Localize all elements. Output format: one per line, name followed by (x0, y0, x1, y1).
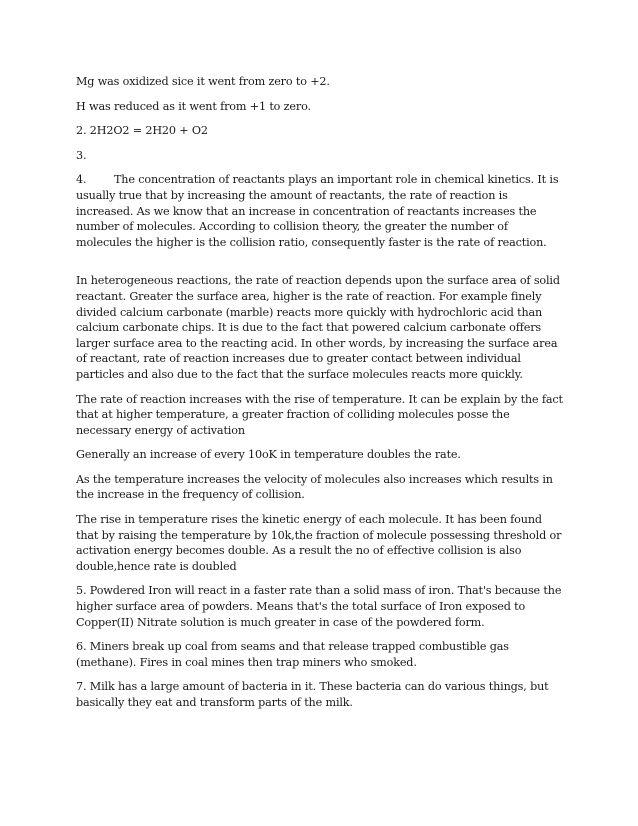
document-page (76, 74, 566, 720)
answer-4-concentration (76, 172, 566, 250)
surface-area-paragraph: In heterogeneous reactions, the rate of reaction depends upon the surface area of solid reactant. Greater the surface area, higher is the rate of reaction. For example finely divided calcium carbonate (marble) reacts more quickly with hydrochloric acid than calcium carbonate chips. It is due to the fact that powered calcium carbonate offers larger surface area to the reacting acid. In other words, by increasing the surface area of reactant, rate of reaction increases due to greater contact between individual particles and also due to the fact that the surface molecules reacts more quickly. (76, 274, 560, 381)
oxidation-statement: Mg was oxidized sice it went from zero to +2. (76, 75, 330, 88)
kinetic-energy-paragraph: The rise in temperature rises the kinetic energy of each molecule. It has been found that by raising the temperature by 10k,the fraction of molecule possessing threshold or activation energy becomes double. As a result the no of effective collision is also double,hence rate is doubled (76, 513, 562, 573)
answer-7-milk: 7. Milk has a large amount of bacteria in it. These bacteria can do various things, but basically they eat and transform parts of the milk. (76, 680, 549, 709)
answer-6-miners: 6. Miners break up coal from seams and that release trapped combustible gas (methane). Fires in coal mines then trap miners who smoked. (76, 640, 509, 669)
velocity-paragraph: As the temperature increases the velocity of molecules also increases which results in the increase in the frequency of collision. (76, 472, 553, 502)
answer-5-powdered-iron: 5. Powdered Iron will react in a faster rate than a solid mass of iron. That's because the higher surface area of powders. Means that's the total surface of Iron exposed to Copper(II) Nitrate solution is much greater in case of the powdered form. (76, 584, 562, 629)
doubling-rate-paragraph: Generally an increase of every 10oK in temperature doubles the rate. (76, 448, 461, 462)
answer-4-number: 4. (76, 173, 87, 187)
answer-4-text: The concentration of reactants plays an important role in chemical kinetics. It is usually true that by increasing the amount of reactants, the rate of reaction is increased. As we know that an increase in concentration of reactants increases the number of molecules. According to collision theory, the greater the number of molecules the higher is the collision ratio, consequently faster is the rate of reaction. (76, 173, 559, 249)
answer-2-equation: 2. 2H2O2 = 2H20 + O2 (76, 124, 208, 138)
answer-3: 3. (76, 148, 87, 162)
reduction-statement: H was reduced as it went from +1 to zero. (76, 99, 311, 113)
temperature-paragraph: The rate of reaction increases with the rise of temperature. It can be explain by the fact that at higher temperature, a greater fraction of colliding molecules posse the necessary energy of activation (76, 392, 563, 437)
